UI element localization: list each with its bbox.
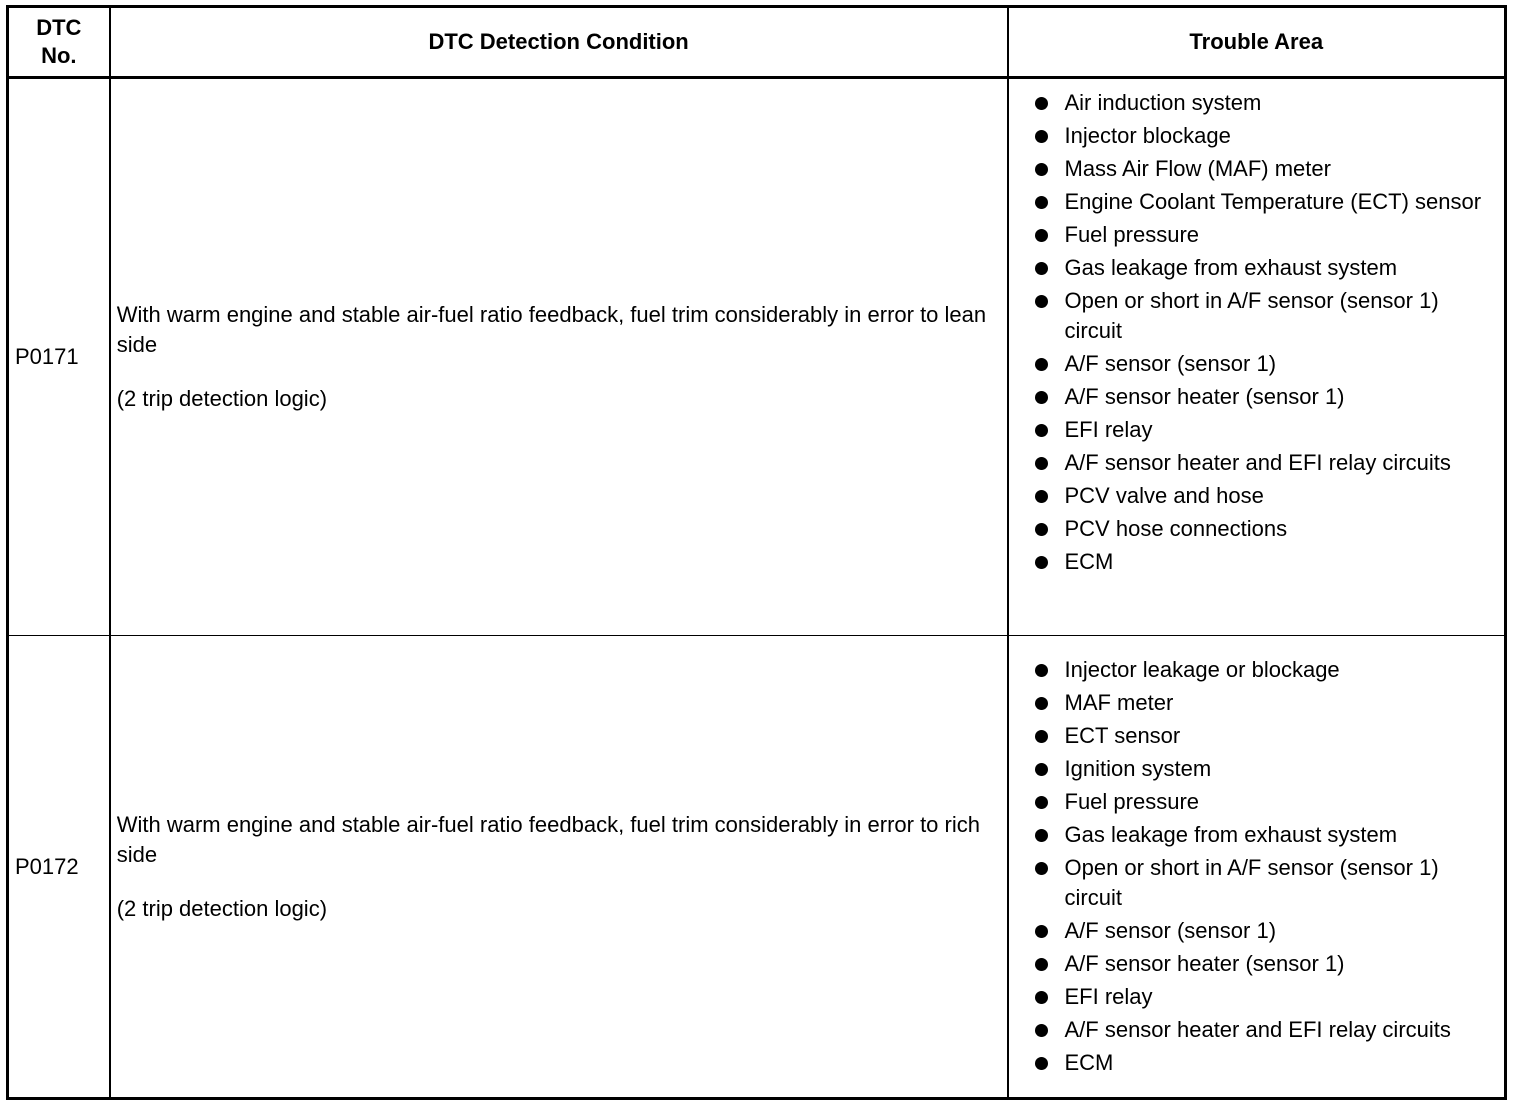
list-item <box>1033 220 1499 250</box>
list-item-label: A/F sensor heater and EFI relay circuits <box>1064 1017 1451 1043</box>
bullet-icon <box>1035 295 1048 308</box>
list-item <box>1033 514 1499 544</box>
bullet-icon <box>1035 730 1048 743</box>
list-item-label: PCV valve and hose <box>1064 483 1264 508</box>
table-row <box>8 78 1506 636</box>
list-item-label: Gas leakage from exhaust system <box>1064 822 1398 848</box>
bullet-icon <box>1035 958 1048 971</box>
list-item-label: Fuel pressure <box>1064 222 1200 247</box>
list-item <box>1033 286 1499 346</box>
list-item-label: Fuel pressure <box>1064 789 1200 815</box>
condition-note: (2 trip detection logic) <box>116 895 328 921</box>
dtc-table <box>6 5 1507 1100</box>
list-item-label: Injector blockage <box>1064 123 1231 148</box>
list-item-label: MAF meter <box>1064 690 1174 716</box>
bullet-icon <box>1035 664 1048 677</box>
list-item <box>1033 121 1499 151</box>
bullet-icon <box>1035 796 1048 809</box>
list-item <box>1033 253 1499 283</box>
list-item <box>1033 982 1499 1012</box>
list-item <box>1033 88 1499 118</box>
list-item <box>1033 820 1499 850</box>
list-item <box>1033 481 1499 511</box>
list-item <box>1033 547 1499 577</box>
bullet-icon <box>1035 1057 1048 1070</box>
header-dtc-no <box>8 7 110 78</box>
bullet-icon <box>1035 391 1048 404</box>
list-item-label: A/F sensor heater (sensor 1) <box>1064 384 1345 409</box>
header-dtc-no-label: DTC No. <box>36 15 82 68</box>
list-item-label: A/F sensor heater (sensor 1) <box>1064 951 1345 977</box>
trouble-area-list <box>1009 88 1505 577</box>
list-item-label: A/F sensor (sensor 1) <box>1064 351 1277 376</box>
list-item-label: Gas leakage from exhaust system <box>1064 255 1398 280</box>
list-item-label: Mass Air Flow (MAF) meter <box>1064 156 1331 181</box>
bullet-icon <box>1035 523 1048 536</box>
condition-text: With warm engine and stable air-fuel ratio feedback, fuel trim considerably in error to rich side <box>116 811 980 867</box>
list-item-label: EFI relay <box>1064 417 1153 442</box>
trouble-area-cell <box>1008 636 1506 1099</box>
condition-text: With warm engine and stable air-fuel ratio feedback, fuel trim considerably in error to lean side <box>116 302 987 358</box>
bullet-icon <box>1035 556 1048 569</box>
header-trouble-area: Trouble Area <box>1008 7 1506 78</box>
list-item <box>1033 787 1499 817</box>
bullet-icon <box>1035 196 1048 209</box>
bullet-icon <box>1035 490 1048 503</box>
list-item-label: Air induction system <box>1064 90 1262 115</box>
list-item <box>1033 415 1499 445</box>
list-item <box>1033 187 1499 217</box>
table-header-row <box>8 7 1506 78</box>
list-item <box>1033 1048 1499 1078</box>
bullet-icon <box>1035 1024 1048 1037</box>
list-item <box>1033 448 1499 478</box>
list-item-label: PCV hose connections <box>1064 516 1288 541</box>
detection-condition <box>110 78 1008 636</box>
detection-condition <box>110 636 1008 1099</box>
list-item <box>1033 853 1499 913</box>
dtc-code: P0172 <box>8 636 110 1099</box>
bullet-icon <box>1035 358 1048 371</box>
list-item <box>1033 382 1499 412</box>
header-condition: DTC Detection Condition <box>110 7 1008 78</box>
bullet-icon <box>1035 262 1048 275</box>
list-item-label: EFI relay <box>1064 984 1153 1010</box>
bullet-icon <box>1035 163 1048 176</box>
list-item <box>1033 949 1499 979</box>
list-item <box>1033 349 1499 379</box>
trouble-area-list <box>1009 655 1505 1078</box>
bullet-icon <box>1035 229 1048 242</box>
bullet-icon <box>1035 130 1048 143</box>
list-item-label: ECM <box>1064 549 1114 574</box>
list-item <box>1033 655 1499 685</box>
bullet-icon <box>1035 925 1048 938</box>
list-item <box>1033 916 1499 946</box>
list-item <box>1033 721 1499 751</box>
bullet-icon <box>1035 991 1048 1004</box>
bullet-icon <box>1035 829 1048 842</box>
list-item <box>1033 154 1499 184</box>
list-item-label: ECT sensor <box>1064 723 1181 749</box>
bullet-icon <box>1035 424 1048 437</box>
list-item-label: Injector leakage or blockage <box>1064 657 1340 683</box>
bullet-icon <box>1035 697 1048 710</box>
trouble-area-cell <box>1008 78 1506 636</box>
bullet-icon <box>1035 97 1048 110</box>
condition-note: (2 trip detection logic) <box>116 386 328 412</box>
list-item-label: Engine Coolant Temperature (ECT) sensor <box>1064 189 1482 214</box>
bullet-icon <box>1035 763 1048 776</box>
list-item-label: A/F sensor heater and EFI relay circuits <box>1064 450 1451 475</box>
list-item-label: ECM <box>1064 1050 1114 1076</box>
list-item-label: A/F sensor (sensor 1) <box>1064 918 1277 944</box>
list-item-label: Open or short in A/F sensor (sensor 1) circuit <box>1064 288 1439 343</box>
bullet-icon <box>1035 457 1048 470</box>
list-item <box>1033 688 1499 718</box>
list-item <box>1033 1015 1499 1045</box>
list-item-label: Ignition system <box>1064 756 1212 782</box>
dtc-code: P0171 <box>8 78 110 636</box>
list-item-label: Open or short in A/F sensor (sensor 1) circuit <box>1064 855 1439 911</box>
bullet-icon <box>1035 862 1048 875</box>
list-item <box>1033 754 1499 784</box>
table-row <box>8 636 1506 1099</box>
